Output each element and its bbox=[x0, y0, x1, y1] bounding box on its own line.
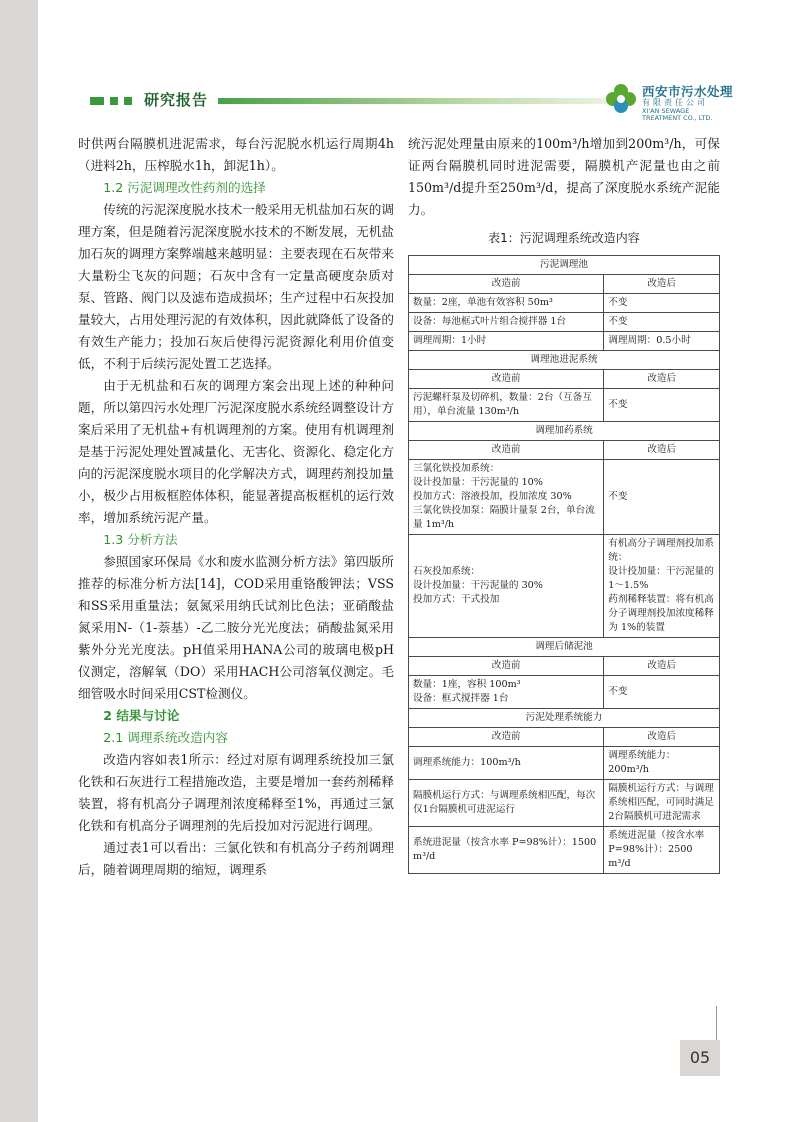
table-cell bbox=[409, 676, 604, 709]
table-cell: 不变 bbox=[604, 313, 720, 332]
table-header-row bbox=[409, 370, 720, 389]
cell-line: 石灰投加系统： bbox=[413, 566, 481, 577]
cell-line: 数量：1座，容积 100m³ bbox=[413, 679, 521, 690]
table-cell: 隔膜机运行方式：与调理系统相匹配，可同时满足2台隔膜机可进泥需求 bbox=[604, 780, 720, 827]
paragraph: 改造内容如表1所示：经过对原有调理系统投加三氯化铁和石灰进行工程措施改造，主要是增加一套药剂稀释装置，将有机高分子调理剂浓度稀释至1%，再通过三氯化铁和有机高分子调理剂的先后投加对污泥进行调理。 bbox=[78, 752, 394, 833]
table-cell: 不变 bbox=[604, 389, 720, 422]
table-cell: 改造后 bbox=[604, 275, 720, 294]
logo-name-cn-2: 有限责任公司 bbox=[642, 98, 708, 107]
header-square bbox=[90, 97, 104, 105]
table-cell: 改造前 bbox=[409, 275, 604, 294]
table-cell: 改造前 bbox=[409, 441, 604, 460]
heading-1-2: 1.2 污泥调理改性药剂的选择 bbox=[103, 180, 266, 195]
table-cell: 调理系统能力：100m³/h bbox=[409, 747, 604, 780]
cell-line: 药剂稀释装置：将有机高分子调理剂投加浓度稀释为 1%的装置 bbox=[608, 594, 714, 633]
header-square bbox=[110, 97, 118, 105]
table-row bbox=[409, 827, 720, 874]
table-row bbox=[409, 747, 720, 780]
heading-1-3: 1.3 分析方法 bbox=[103, 532, 178, 547]
table-row bbox=[409, 332, 720, 351]
table-cell bbox=[409, 460, 604, 535]
right-column bbox=[408, 133, 720, 874]
paragraph: 由于无机盐和石灰的调理方案会出现上述的种种问题，所以第四污水处理厂污泥深度脱水系统经调整设计方案后采用了无机盐+有机调理剂的方案。使用有机调理剂是基于污泥处理处置减量化、无害化、资源化、稳定化方向的污泥深度脱水项目的化学解决方式，调理药剂投加量小，极少占用板框腔体体积，能显著提高板框机的运行效率，增加系统污泥产量。 bbox=[78, 378, 394, 525]
paragraph: 时供两台隔膜机进泥需求，每台污泥脱水机运行周期4h（进料2h，压榨脱水1h，卸泥1h）。 bbox=[78, 136, 394, 173]
table-cell: 调理周期：1小时 bbox=[409, 332, 604, 351]
table-cell: 污泥螺杆泵及切碎机，数量：2台（互备互用），单台流量 130m³/h bbox=[409, 389, 604, 422]
table-cell: 设备：每池框式叶片组合搅拌器 1台 bbox=[409, 313, 604, 332]
paragraph: 参照国家环保局《水和废水监测分析方法》第四版所推荐的标准分析方法[14]，COD采用重铬酸钾法；VSS和SS采用重量法；氨氮采用纳氏试剂比色法；亚硝酸盐氮采用N-（1-萘基）-乙二胺分光光度法；硝酸盐氮采用紫外分光光度法。pH值采用HANA公司的玻璃电极pH仪测定，溶解氧（DO）采用HACH公司溶氧仪测定。毛细管吸水时间采用CST检测仪。 bbox=[78, 554, 394, 701]
cell-line: 三氯化铁投加系统： bbox=[413, 463, 500, 474]
cell-line: 设计投加量：干污泥量的 1～1.5% bbox=[608, 566, 714, 591]
table-cell: 污泥处理系统能力 bbox=[409, 709, 720, 728]
cell-line: 设计投加量：干污泥量的 10% bbox=[413, 477, 543, 488]
cell-line: 投加方式：干式投加 bbox=[413, 594, 500, 605]
table-cell: 系统进泥量（按含水率 P=98%计）：2500 m³/d bbox=[604, 827, 720, 874]
table-cell: 改造前 bbox=[409, 370, 604, 389]
table-row bbox=[409, 780, 720, 827]
cell-line: 有机高分子调理剂投加系统： bbox=[608, 538, 714, 563]
table-cell: 系统进泥量（按含水率 P=98%计）：1500 m³/d bbox=[409, 827, 604, 874]
section-title: 研究报告 bbox=[144, 91, 209, 109]
table-cell: 不变 bbox=[604, 460, 720, 535]
left-margin-band bbox=[0, 0, 38, 1122]
table-cell: 隔膜机运行方式：与调理系统相匹配，每次仅1台隔膜机可进泥运行 bbox=[409, 780, 604, 827]
table-cell: 改造前 bbox=[409, 657, 604, 676]
table-cell: 调理加药系统 bbox=[409, 422, 720, 441]
table-header-row bbox=[409, 728, 720, 747]
table-row bbox=[409, 676, 720, 709]
table-header-row bbox=[409, 657, 720, 676]
table-cell: 数量：2座，单池有效容积 50m³ bbox=[409, 294, 604, 313]
clover-logo-icon bbox=[604, 82, 638, 116]
table-row bbox=[409, 313, 720, 332]
page-header bbox=[38, 92, 598, 108]
paragraph: 传统的污泥深度脱水技术一般采用无机盐加石灰的调理方案，但是随着污泥深度脱水技术的不断发展，无机盐加石灰的调理方案弊端越来越明显：主要表现在石灰带来大量粉尘飞灰的问题；石灰中含有一定量高硬度杂质对泵、管路、阀门以及滤布造成损坏；生产过程中石灰投加量较大，占用处理污泥的有效体积，因此就降低了设备的有效生产能力；投加石灰后使得污泥资源化利用价值变低，不利于后续污泥处置工艺选择。 bbox=[78, 202, 394, 371]
table-row bbox=[409, 535, 720, 638]
table-cell: 不变 bbox=[604, 676, 720, 709]
cell-line: 三氯化铁投加泵：隔膜计量泵 2台，单台流量 1m³/h bbox=[413, 505, 595, 530]
table-row bbox=[409, 460, 720, 535]
logo-name-cn: 西安市污水处理 bbox=[642, 84, 734, 99]
cell-line: 设计投加量：干污泥量的 30% bbox=[413, 580, 543, 591]
table-row bbox=[409, 389, 720, 422]
table-header-row bbox=[409, 275, 720, 294]
table-cell bbox=[604, 535, 720, 638]
table-section-header bbox=[409, 422, 720, 441]
paragraph: 统污泥处理量由原来的100m³/h增加到200m³/h，可保证两台隔膜机同时进泥需要，隔膜机产泥量也由之前150m³/d提升至250m³/d，提高了深度脱水系统产泥能力。 bbox=[408, 136, 720, 217]
cell-line: 设备：框式搅拌器 1台 bbox=[413, 693, 509, 704]
table-header-row bbox=[409, 441, 720, 460]
logo-name-en bbox=[642, 108, 712, 122]
company-logo bbox=[604, 82, 754, 122]
table-cell: 调理池进泥系统 bbox=[409, 351, 720, 370]
logo-en-line-1: XI'AN SEWAGE bbox=[642, 107, 690, 115]
header-gradient-bar bbox=[218, 98, 618, 104]
table-cell: 改造后 bbox=[604, 441, 720, 460]
table-cell: 改造后 bbox=[604, 370, 720, 389]
table-cell: 调理系统能力：200m³/h bbox=[604, 747, 720, 780]
table-section-header bbox=[409, 256, 720, 275]
paragraph: 通过表1可以看出：三氯化铁和有机高分子药剂调理后，随着调理周期的缩短，调理系 bbox=[78, 840, 394, 877]
table-cell: 调理周期：0.5小时 bbox=[604, 332, 720, 351]
heading-2-1: 2.1 调理系统改造内容 bbox=[103, 730, 228, 745]
table-cell bbox=[409, 535, 604, 638]
table-cell: 调理后储泥池 bbox=[409, 638, 720, 657]
table-cell: 改造后 bbox=[604, 728, 720, 747]
logo-en-line-2: TREATMENT CO., LTD. bbox=[642, 114, 713, 122]
table-row bbox=[409, 294, 720, 313]
page-number: 05 bbox=[680, 1040, 720, 1076]
cell-line: 投加方式：溶液投加，投加浓度 30% bbox=[413, 491, 572, 502]
header-square bbox=[124, 97, 132, 105]
table-section-header bbox=[409, 351, 720, 370]
table-cell: 不变 bbox=[604, 294, 720, 313]
table-section-header bbox=[409, 709, 720, 728]
table-caption: 表1：污泥调理系统改造内容 bbox=[488, 231, 640, 245]
table-cell: 改造前 bbox=[409, 728, 604, 747]
left-column bbox=[78, 133, 394, 881]
heading-2: 2 结果与讨论 bbox=[103, 708, 180, 723]
table-cell: 污泥调理池 bbox=[409, 256, 720, 275]
table-section-header bbox=[409, 638, 720, 657]
table-cell: 改造后 bbox=[604, 657, 720, 676]
retrofit-table bbox=[408, 255, 720, 874]
